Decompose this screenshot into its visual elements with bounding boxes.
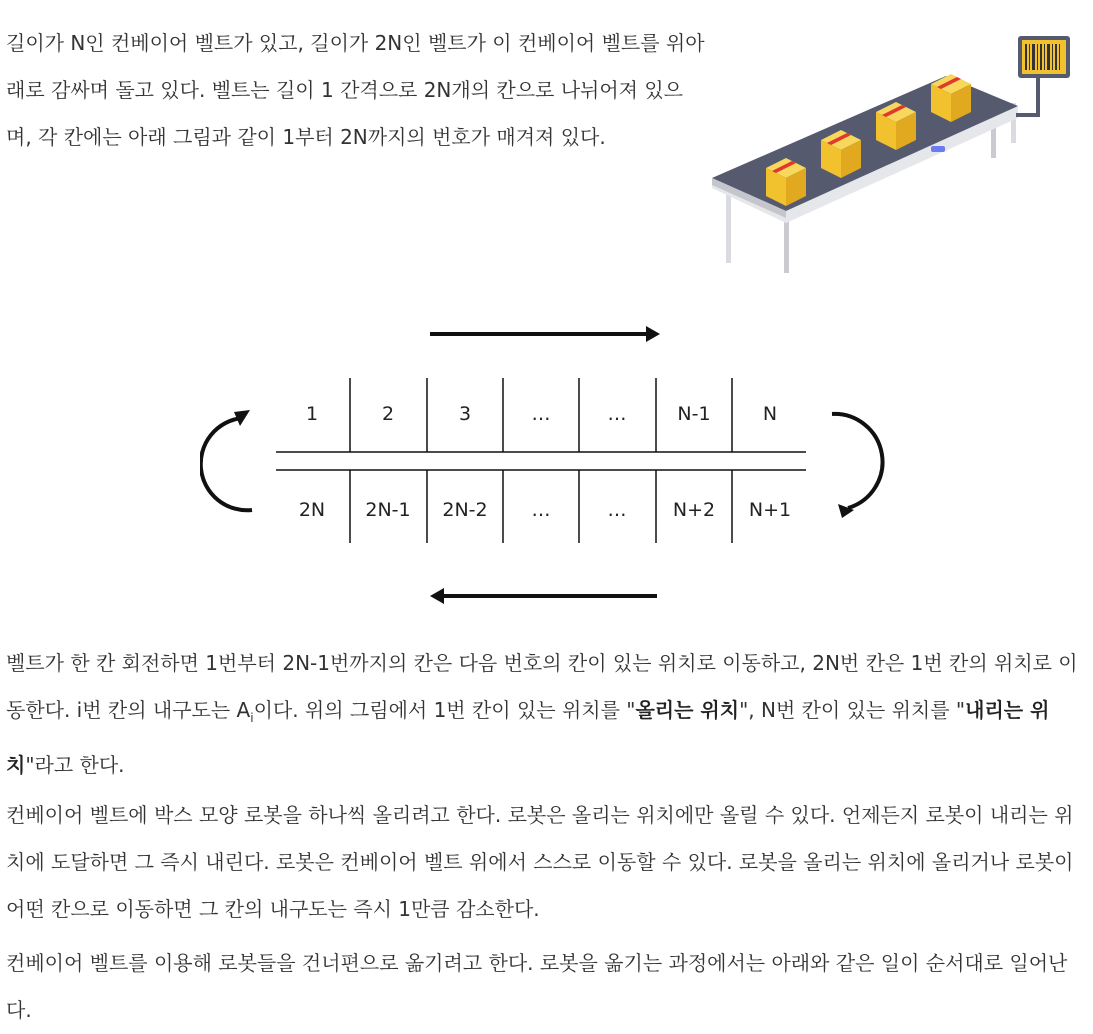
belt-cell-top: N-1	[677, 403, 711, 425]
text-span: "라고 한다.	[25, 753, 125, 777]
belt-cell-top: N	[762, 403, 778, 425]
conveyor-belt-illustration	[706, 28, 1076, 278]
intro-paragraph: 길이가 N인 컨베이어 벨트가 있고, 길이가 2N인 벨트가 이 컨베이어 벨트를 위아래로 감싸며 돌고 있다. 벨트는 길이 1 간격으로 2N개의 칸으로 나뉘어져 있으며, 각 칸에는 아래 그림과 같이 1부터 2N까지의 번호가 매겨져 있다.	[6, 31, 705, 149]
arrow-right-icon	[430, 326, 660, 342]
box-icon	[766, 158, 806, 206]
load-position-term: 올리는 위치	[635, 698, 740, 722]
robot-paragraph: 컨베이어 벨트에 박스 모양 로봇을 하나씩 올리려고 한다. 로봇은 올리는 위치에만 올릴 수 있다. 언제든지 로봇이 내리는 위치에 도달하면 그 즉시 내린다. 로봇은 컨베이어 벨트 위에서 스스로 이동할 수 있다. 로봇을 올리는 위치에 올리거나 로봇이 어떤 칸으로 이동하면 그 칸의 내구도는 즉시 1만큼 감소한다.	[6, 803, 1074, 921]
rotation-paragraph	[6, 640, 1091, 789]
belt-cell-top: 3	[458, 403, 472, 425]
curved-arrow-down-icon	[832, 414, 883, 518]
text-span: 이다. 위의 그림에서 1번 칸이 있는 위치를 "	[253, 698, 636, 722]
belt-cell-bottom: 2N-1	[365, 499, 411, 521]
belt-cell-bottom: N+2	[672, 499, 716, 521]
box-icon	[876, 102, 916, 150]
belt-cell-top: …	[531, 403, 551, 425]
belt-cell-bottom: 2N	[298, 499, 326, 521]
text-span: ", N번 칸이 있는 위치를 "	[739, 698, 966, 722]
belt-cell-bottom: …	[531, 499, 551, 521]
subscript: i	[250, 711, 254, 725]
arrow-left-icon	[430, 588, 657, 604]
belt-cell-top: 2	[381, 403, 395, 425]
box-icon	[821, 130, 861, 178]
belt-cell-top: …	[607, 403, 627, 425]
belt-cell-bottom: 2N-2	[442, 499, 488, 521]
belt-cell-bottom: N+1	[748, 499, 792, 521]
text-span: 벨트가 한 칸 회전하면 1번부터 2N-1번까지의 칸은 다음 번호의 칸이 있는 위치로 이동하고, 2N번 칸은 1번 칸의 위치로 이동한다. i번 칸의 내구도는 A	[6, 651, 1078, 722]
belt-cell-bottom: …	[607, 499, 627, 521]
curved-arrow-up-icon	[201, 410, 252, 510]
unload-position-term: 내리는 위치	[6, 698, 1050, 777]
process-paragraph: 컨베이어 벨트를 이용해 로봇들을 건너편으로 옮기려고 한다. 로봇을 옮기는 과정에서는 아래와 같은 일이 순서대로 일어난다.	[6, 951, 1068, 1022]
belt-diagram	[200, 320, 890, 615]
box-icon	[931, 74, 971, 122]
belt-cell-top: 1	[305, 403, 319, 425]
